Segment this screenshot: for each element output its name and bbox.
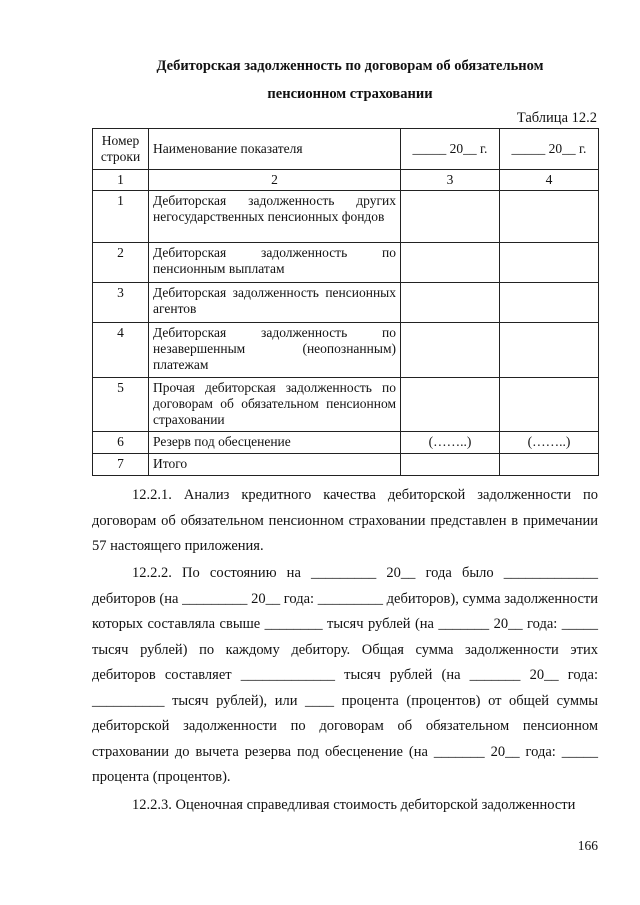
indicator-name: Итого — [149, 454, 401, 476]
indicator-name: Дебиторская задолженность по пенсионным выплатам — [149, 243, 401, 283]
row-number: 3 — [93, 283, 149, 323]
paragraph-12-2-1: 12.2.1. Анализ кредитного качества дебиторской задолженности по договорам об обязательном пенсионном страховании представлен в примечании 57 настоящего приложения. — [92, 487, 598, 554]
value-year-1 — [401, 454, 500, 476]
indicator-name: Резерв под обесценение — [149, 432, 401, 454]
column-number: 2 — [149, 170, 401, 191]
row-number: 4 — [93, 323, 149, 378]
column-number: 1 — [93, 170, 149, 191]
column-number: 3 — [401, 170, 500, 191]
table-header-row — [93, 129, 599, 170]
value-year-1: (……..) — [401, 432, 500, 454]
page-number: 166 — [577, 838, 598, 853]
row-number: 5 — [93, 378, 149, 432]
indicator-name: Дебиторская задолженность по незавершенным (неопознанным) платежам — [149, 323, 401, 378]
value-year-2: (……..) — [500, 432, 599, 454]
value-year-2 — [500, 378, 599, 432]
row-number: 2 — [93, 243, 149, 283]
value-year-1 — [401, 191, 500, 243]
header-indicator-name: Наименование показателя — [149, 129, 401, 170]
table-row — [93, 378, 599, 432]
table-row — [93, 191, 599, 243]
value-year-1 — [401, 323, 500, 378]
column-number: 4 — [500, 170, 599, 191]
table-row — [93, 283, 599, 323]
table-row — [93, 432, 599, 454]
table-row — [93, 243, 599, 283]
value-year-2 — [500, 191, 599, 243]
value-year-1 — [401, 283, 500, 323]
row-number: 1 — [93, 191, 149, 243]
receivables-table — [92, 128, 599, 476]
row-number: 6 — [93, 432, 149, 454]
table-row — [93, 323, 599, 378]
value-year-2 — [500, 454, 599, 476]
header-year-1: _____ 20__ г. — [401, 129, 500, 170]
value-year-2 — [500, 243, 599, 283]
value-year-2 — [500, 283, 599, 323]
header-row-no: Номер строки — [93, 129, 149, 170]
indicator-name: Дебиторская задолженность пенсионных агентов — [149, 283, 401, 323]
column-numbers-row — [93, 170, 599, 191]
indicator-name: Дебиторская задолженность других негосударственных пенсионных фондов — [149, 191, 401, 243]
header-year-2: _____ 20__ г. — [500, 129, 599, 170]
value-year-1 — [401, 243, 500, 283]
paragraph-12-2-2: 12.2.2. По состоянию на _________ 20__ года было _____________ дебиторов (на _________ 20__ года: _________ дебиторов), сумма задолженности которых составляла свыше ________ тысяч рублей (на _______ 20__ года: _____ тысяч рублей) по каждому дебитору. Общая сумма задолженности этих дебиторов составляет _____________ тысяч рублей (на _______ 20__ года: __________ тысяч рублей), или ____ процента (процентов) от общей суммы дебиторской задолженности по договорам об обязательном пенсионном страховании до вычета резерва под обесценение (на _______ 20__ года: _____ процента (процентов). — [92, 565, 598, 785]
value-year-2 — [500, 323, 599, 378]
row-number: 7 — [93, 454, 149, 476]
value-year-1 — [401, 378, 500, 432]
document-title-line-1: Дебиторская задолженность по договорам об обязательном — [156, 58, 544, 74]
document-title-line-2: пенсионном страховании — [267, 86, 433, 102]
table-label: Таблица 12.2 — [516, 110, 597, 126]
indicator-name: Прочая дебиторская задолженность по договорам об обязательном пенсионном страховании — [149, 378, 401, 432]
paragraph-12-2-3: 12.2.3. Оценочная справедливая стоимость дебиторской задолженности — [132, 797, 576, 813]
table-row — [93, 454, 599, 476]
